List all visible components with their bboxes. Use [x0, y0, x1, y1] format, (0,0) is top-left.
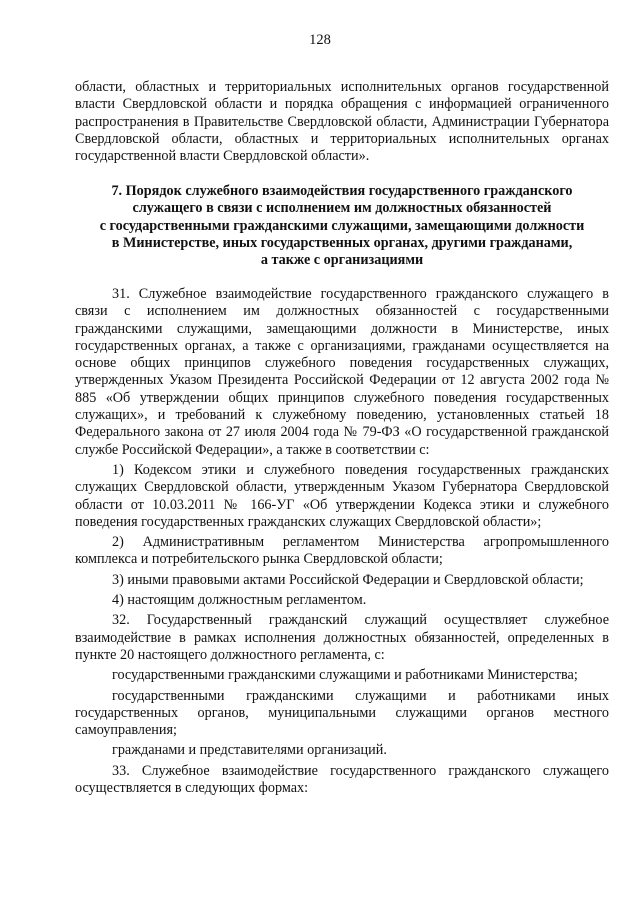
paragraph-33: 33. Служебное взаимодействие государственного гражданского служащего осуществляется в следующих формах: — [75, 762, 609, 797]
section-heading-line: с государственными гражданскими служащими, замещающими должности — [99, 217, 585, 234]
section-heading-line: а также с организациями — [260, 252, 424, 269]
section-heading-line: в Министерстве, иных государственных органах, другими гражданами, — [111, 234, 573, 251]
section-heading-line: 7. Порядок служебного взаимодействия государственного гражданского — [111, 183, 573, 199]
body-text — [75, 286, 609, 797]
intro-paragraph-block — [75, 79, 609, 165]
page-number: 128 — [309, 32, 331, 48]
section-heading-line: служащего в связи с исполнением им должностных обязанностей — [132, 200, 552, 217]
paragraph-31: 31. Служебное взаимодействие государственного гражданского служащего в связи с исполнением им должностных обязанностей с государственными гражданскими служащими, замещающими должности в Министерстве, иных государственных органах, а также с организациями, гражданами осуществляется на основе общих принципов служебного поведения государственных служащих, утвержденных Указом Президента Российской Федерации от 12 августа 2002 года № 885 «Об утверждении общих принципов служебного поведения государственных служащих», и требований к служебному поведению, установленных статьей 18 Федерального закона от 27 июля 2004 года № 79-ФЗ «О государственной гражданской службе Российской Федерации», а также в соответствии с: — [75, 286, 609, 458]
interaction-party-2: государственными гражданскими служащими и работниками иных государственных органов, муниципальными служащими органов местного самоуправления; — [75, 687, 609, 739]
interaction-party-3: гражданами и представителями организаций. — [112, 742, 387, 759]
section-heading — [75, 183, 609, 269]
paragraph-32: 32. Государственный гражданский служащий осуществляет служебное взаимодействие в рамках исполнения должностных обязанностей, определенных в пункте 20 настоящего должностного регламента, с: — [75, 612, 609, 663]
list-item-4: 4) настоящим должностным регламентом. — [112, 592, 367, 609]
list-item-3: 3) иными правовыми актами Российской Федерации и Свердловской области; — [112, 571, 584, 588]
interaction-party-1: государственными гражданскими служащими и работниками Министерства; — [112, 667, 578, 684]
list-item-1: 1) Кодексом этики и служебного поведения государственных гражданских служащих Свердловской области, утвержденным Указом Губернатора Свердловской области от 10.03.2011 № 166-УГ «Об утверждении Кодекса этики и служебного поведения государственных гражданских служащих Свердловской области»; — [75, 461, 609, 530]
list-item-2: 2) Административным регламентом Министерства агропромышленного комплекса и потребительского рынка Свердловской области; — [75, 534, 609, 568]
intro-paragraph: области, областных и территориальных исполнительных органов государственной власти Свердловской области и порядка обращения с информацией ограниченного распространения в Правительстве Свердловской области, Администрации Губернатора Свердловской области, областных и территориальных исполнительных органах государственной власти Свердловской области». — [75, 79, 609, 165]
